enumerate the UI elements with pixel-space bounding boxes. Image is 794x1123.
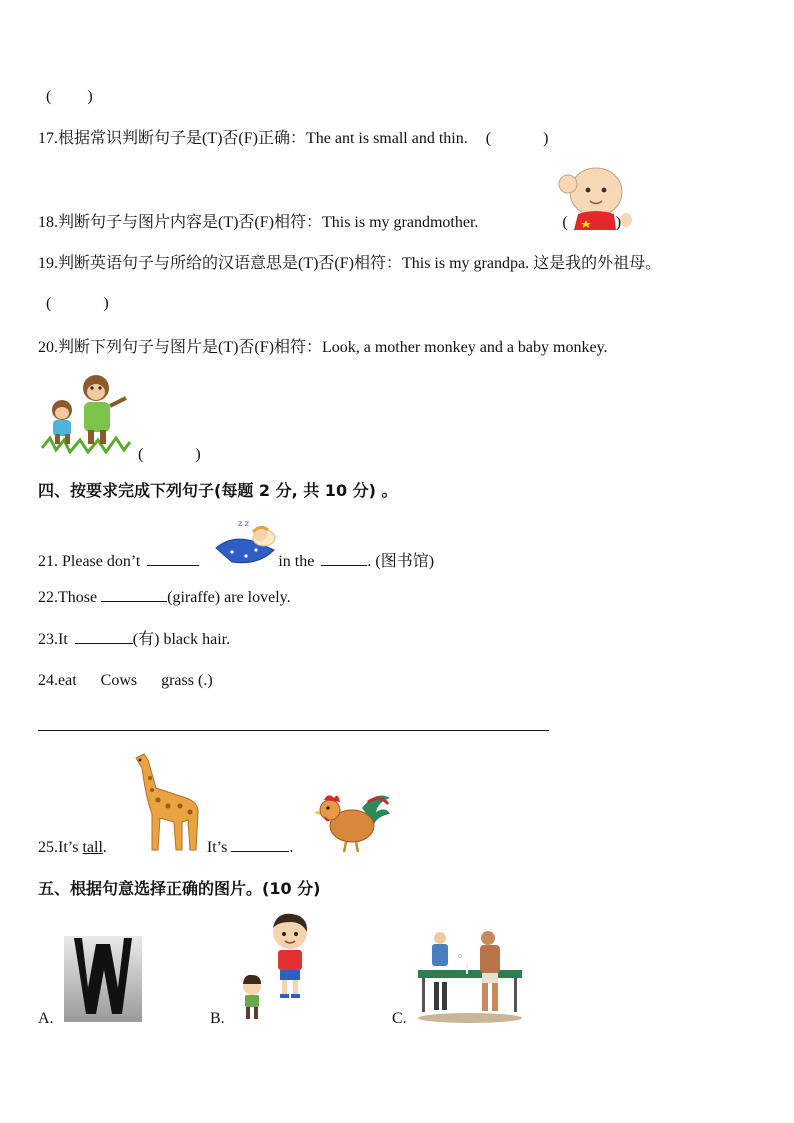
question-23: [38, 629, 230, 650]
question-25-second: It’s: [206, 839, 228, 856]
question-21-blank-2[interactable]: [321, 551, 367, 566]
question-23-prefix: 23.It: [38, 631, 68, 648]
w-logo-icon[interactable]: [64, 936, 142, 1022]
table-tennis-players-icon[interactable]: [414, 928, 526, 1024]
question-21: [38, 551, 434, 572]
question-18: [38, 213, 621, 233]
two-boys-icon[interactable]: [236, 910, 316, 1024]
option-b-label: B.: [210, 1010, 225, 1027]
question-24-answer-line[interactable]: [38, 730, 549, 731]
rooster-icon: [312, 788, 392, 854]
question-21-prefix: 21. Please don’t: [38, 553, 141, 570]
question-23-suffix: (有) black hair.: [132, 631, 231, 648]
question-17-text: 17.根据常识判断句子是(T)否(F)正确：The ant is small and thin.: [38, 130, 468, 147]
question-24: 24.eat Cows grass (.): [38, 672, 213, 689]
question-25: [38, 837, 293, 858]
question-18-paren: ( ): [562, 214, 622, 231]
question-21-blank-1[interactable]: [147, 551, 199, 566]
question-25-word-tall: tall: [82, 839, 103, 856]
question-19-paren: ( ): [46, 295, 109, 312]
question-18-text: 18.判断句子与图片内容是(T)否(F)相符：This is my grandmother.: [38, 214, 479, 231]
question-22: [38, 587, 291, 608]
question-21-suffix: . (图书馆): [367, 553, 435, 570]
question-22-prefix: 22.Those: [38, 589, 98, 606]
option-c-label: C.: [392, 1010, 407, 1027]
question-19: 19.判断英语句子与所给的汉语意思是(T)否(F)相符：This is my grandpa. 这是我的外祖母。: [38, 255, 662, 272]
question-21-middle: in the: [278, 553, 315, 570]
question-25-end: .: [289, 839, 294, 856]
question-20-paren: ( ): [138, 446, 201, 463]
question-17: [38, 129, 548, 149]
question-20: 20.判断下列句子与图片是(T)否(F)相符：Look, a mother monkey and a baby monkey.: [38, 339, 608, 356]
question-17-paren: ( ): [485, 130, 549, 147]
q16-answer-paren: ( ): [46, 88, 93, 105]
question-25-prefix: 25.It’s: [38, 839, 79, 856]
question-22-blank[interactable]: [101, 587, 167, 602]
section-5-title: 五、根据句意选择正确的图片。(10 分): [38, 879, 321, 898]
question-23-blank[interactable]: [75, 629, 133, 644]
svg-text:z z: z z: [238, 519, 249, 528]
monkey-mother-baby-icon: [40, 372, 132, 454]
question-25-dot: .: [102, 839, 107, 856]
option-a-label: A.: [38, 1010, 54, 1027]
question-22-suffix: (giraffe) are lovely.: [167, 589, 291, 606]
section-4-title: 四、按要求完成下列句子(每题 2 分, 共 10 分) 。: [38, 481, 398, 500]
question-25-blank[interactable]: [231, 837, 289, 852]
